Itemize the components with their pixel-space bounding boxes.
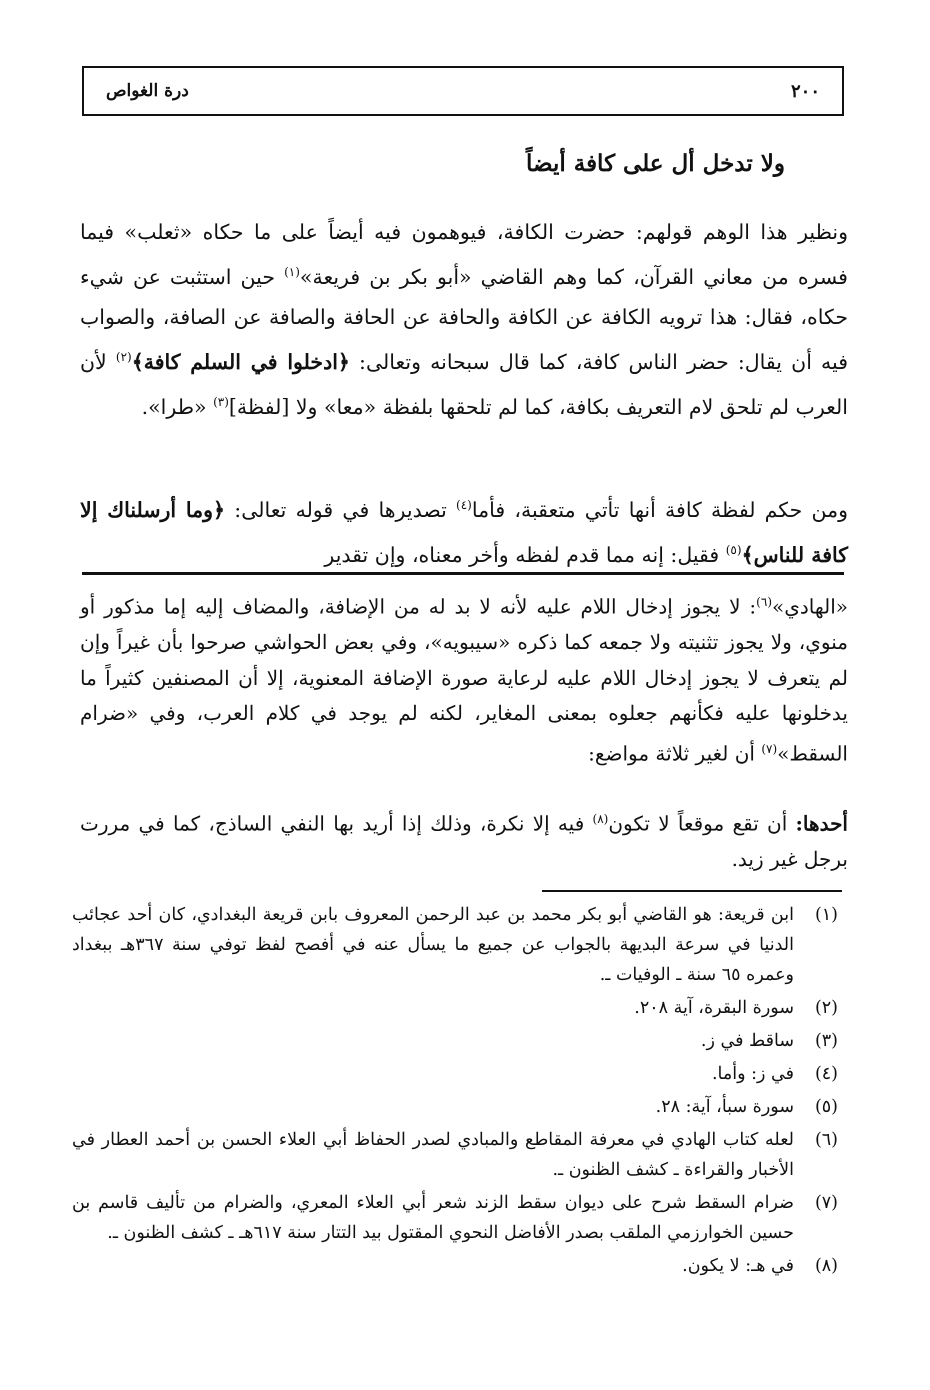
paragraph-text: حين استثبت عن شيء حكاه، فقال: هذا ترويه الكافة عن الكافة والحافة عن الحافة والصافة عن الصافة، والصواب فيه أن يقال: حضر الناس كافة، كما قال سبحانه وتعالى: xyxy=(80,264,848,374)
footnote-ref-2: (٢) xyxy=(115,349,132,364)
paragraph-text: «طرا». xyxy=(141,394,214,419)
paragraph-2 xyxy=(80,485,848,575)
footnote-number: (٥) xyxy=(814,1097,838,1117)
footnote-ref-8: (٨) xyxy=(592,812,609,826)
commentary-block-2 xyxy=(80,802,848,878)
footnote-number: (٣) xyxy=(814,1031,838,1051)
paragraph-text: تصديرها في قوله تعالى: xyxy=(225,497,457,522)
footnote-text: في ز: وأما. xyxy=(711,1064,794,1084)
book-title: درة الغواص xyxy=(106,81,189,101)
commentary-text: أن تقع موقعاً لا تكون xyxy=(608,811,796,836)
footnote-text: ضرام السقط شرح على ديوان سقط الزند شعر أبي العلاء المعري، والضرام من تأليف قاسم بن حسين الخوارزمي الملقب بصدر الأفاضل النحوي المقتول بيد التتار سنة ٦١٧هـ ـ كشف الظنون ـ. xyxy=(72,1193,794,1243)
footnote-item xyxy=(72,1092,848,1122)
footnote-item xyxy=(72,1026,848,1056)
footnote-ref-6: (٦) xyxy=(756,595,772,609)
footnote-number: (٦) xyxy=(814,1130,838,1150)
paragraph-text: ونظير هذا الوهم قولهم: حضرت الكافة، فيوهمون فيه أيضاً على ما حكاه «ثعلب» فيما فسره من معاني القرآن، كما وهم القاضي «أبو بكر بن فريعة» xyxy=(80,220,848,289)
paragraph-1 xyxy=(80,212,848,426)
commentary-lead: أحدها: xyxy=(795,811,848,836)
page-header xyxy=(82,66,844,116)
section-separator xyxy=(82,572,844,575)
commentary-text: أن لغير ثلاثة مواضع: xyxy=(588,741,762,766)
footnote-item xyxy=(72,1059,848,1089)
commentary-block-1 xyxy=(80,585,848,772)
footnote-number: (٤) xyxy=(814,1064,838,1084)
footnote-ref-3: (٣) xyxy=(213,394,229,409)
page-number: ٢٠٠ xyxy=(790,80,820,102)
footnote-text: ابن قريعة: هو القاضي أبو بكر محمد بن عبد الرحمن المعروف بابن قريعة البغدادي، كان أحد عجائب الدنيا في سرعة البديهة بالجواب عن جميع ما يسأل عنه في أفصح لفظ توفي سنة ٣٦٧هـ ببغداد وعمره ٦٥ سنة ـ الوفيات ـ. xyxy=(72,905,794,985)
footnotes xyxy=(72,900,848,1284)
section-heading: ولا تدخل أل على كافة أيضاً xyxy=(525,150,785,177)
footnote-text: سورة سبأ، آية: ٢٨. xyxy=(655,1097,794,1117)
footnote-ref-4: (٤) xyxy=(456,498,472,512)
footnote-text: سورة البقرة، آية ٢٠٨. xyxy=(634,998,794,1018)
footnote-number: (٨) xyxy=(814,1256,838,1276)
paragraph-text: لأن العرب لم تلحق لام التعريف بكافة، كما لم تلحقها بلفظة «معا» ولا [لفظة] xyxy=(80,349,848,419)
commentary-text: «الهادي» xyxy=(772,594,848,619)
commentary-text: : لا يجوز إدخال اللام عليه لأنه لا بد له من الإضافة، والمضاف إليه إما مذكور أو منوي، ولا يجوز تثنيته ولا جمعه كما ذكره «سيبويه»، وفي بعض الحواشي صرحوا بأن غيراً وإن لم يتعرف لا يجوز إدخال اللام عليه لرعاية صورة الإضافة المعنوية، إلا أن المصنفين كثيراً ما يدخلونها عليه فكأنهم جعلوه بمعنى المغاير، لكنه لم يوجد في كلام العرب، وفي «ضرام السقط» xyxy=(80,594,848,766)
footnote-item xyxy=(72,1188,848,1248)
quran-quote: ﴿ادخلوا في السلم كافة﴾ xyxy=(131,349,350,374)
footnote-item xyxy=(72,900,848,990)
footnote-item xyxy=(72,1125,848,1185)
footnote-text: في هـ: لا يكون. xyxy=(682,1256,794,1276)
footnote-ref-7: (٧) xyxy=(761,741,778,756)
footnote-number: (٢) xyxy=(814,998,838,1018)
footnote-item xyxy=(72,1251,848,1281)
commentary-text: فيه إلا نكرة، وذلك إذا أريد بها النفي الساذج، كما في مررت برجل غير زيد. xyxy=(80,811,848,872)
footnote-ref-1: (١) xyxy=(284,265,300,279)
footnote-text: لعله كتاب الهادي في معرفة المقاطع والمبادي لصدر الحفاظ أبي العلاء الحسن بن أحمد العطار في الأخبار والقراءة ـ كشف الظنون ـ. xyxy=(72,1130,794,1180)
footnote-number: (٧) xyxy=(814,1193,838,1213)
quran-quote: ﴿وما أرسلناك إلا كافة للناس﴾ xyxy=(80,497,848,567)
footnote-number: (١) xyxy=(814,905,838,925)
footnote-item xyxy=(72,993,848,1023)
footnote-ref-5: (٥) xyxy=(725,542,742,557)
paragraph-text: فقيل: إنه مما قدم لفظه وأخر معناه، وإن تقدير xyxy=(324,542,726,567)
footnote-divider xyxy=(542,890,842,892)
footnote-text: ساقط في ز. xyxy=(700,1031,794,1051)
paragraph-text: ومن حكم لفظة كافة أنها تأتي متعقبة، فأما xyxy=(471,497,848,522)
